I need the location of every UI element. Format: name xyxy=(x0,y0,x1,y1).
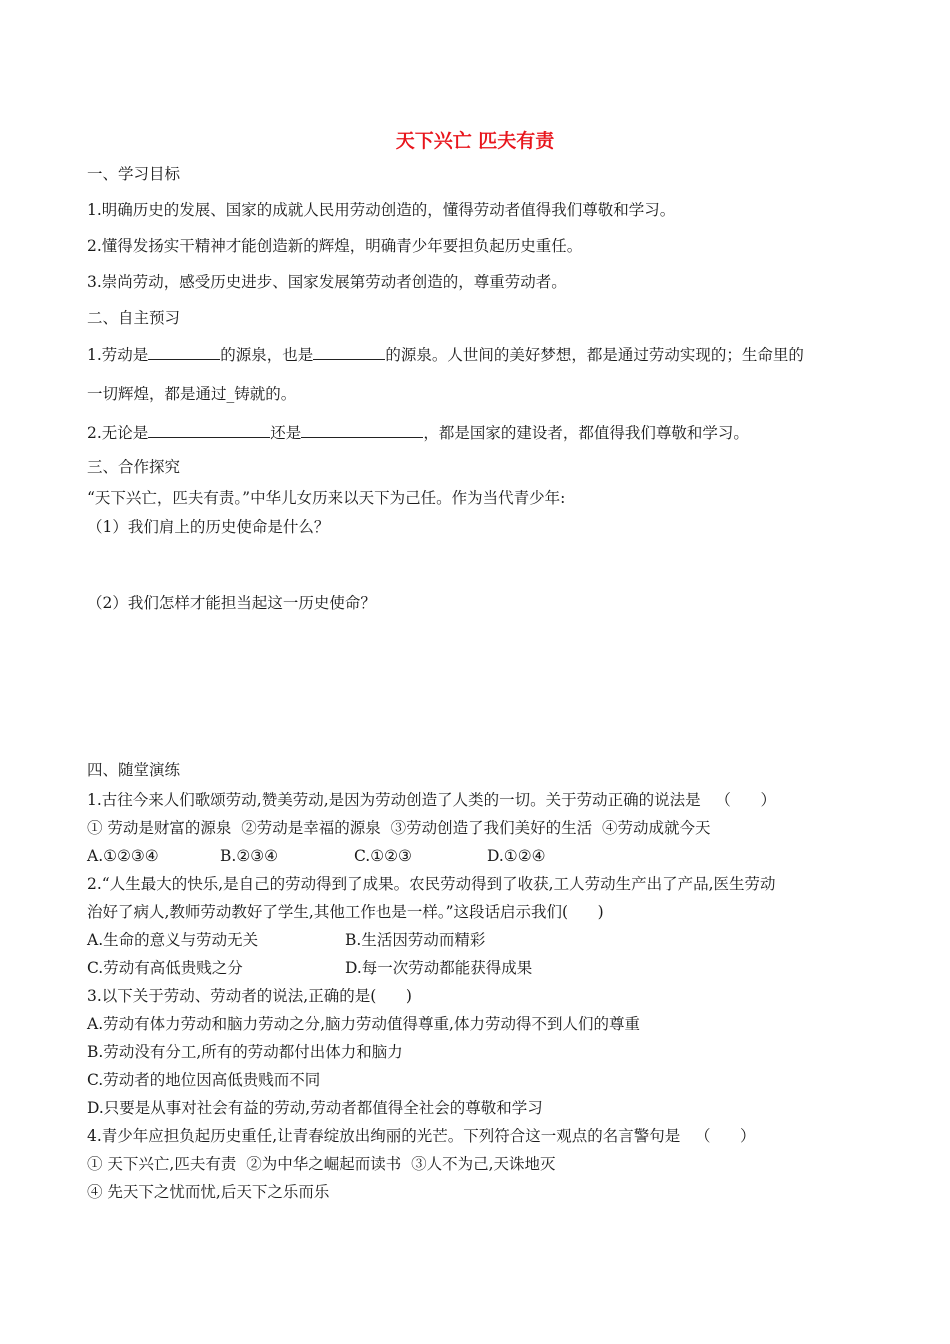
choice-c[interactable]: C.劳动者的地位因高低贵贱而不同 xyxy=(87,1071,321,1089)
choice-d[interactable]: D.每一次劳动都能获得成果 xyxy=(345,959,533,977)
choice-a[interactable]: A.①②③④ xyxy=(87,847,159,865)
practice-question-2-choices-row-2 xyxy=(87,958,532,978)
fill-blank[interactable] xyxy=(313,343,385,360)
section-heading-practice: 四、随堂演练 xyxy=(87,761,181,779)
text: 2.无论是 xyxy=(87,424,149,442)
explore-question-1: （1）我们肩上的历史使命是什么？ xyxy=(87,518,330,536)
text: 1.劳动是 xyxy=(87,346,149,364)
section-heading-explore: 三、合作探究 xyxy=(87,458,181,476)
goal-item-1: 1.明确历史的发展、国家的成就人民用劳动创造的，懂得劳动者值得我们尊敬和学习。 xyxy=(87,201,676,219)
text: 的源泉。人世间的美好梦想，都是通过劳动实现的；生命里的 xyxy=(385,346,804,364)
practice-question-2-choices-row-1 xyxy=(87,930,485,950)
practice-question-3: 3.以下关于劳动、劳动者的说法,正确的是( ) xyxy=(87,987,412,1005)
choice-a[interactable]: A.生命的意义与劳动无关 xyxy=(87,931,259,949)
choice-b[interactable]: B.生活因劳动而精彩 xyxy=(345,931,486,949)
practice-question-2-cont: 治好了病人,教师劳动教好了学生,其他工作也是一样。”这段话启示我们( ) xyxy=(87,903,604,921)
fill-blank[interactable] xyxy=(148,343,220,360)
fill-blank[interactable] xyxy=(194,421,270,438)
fill-blank[interactable] xyxy=(301,421,423,438)
practice-question-1: 1.古往今来人们歌颂劳动,赞美劳动,是因为劳动创造了人类的一切。关于劳动正确的说法是 （ ） xyxy=(87,791,776,809)
practice-question-4-options-1: ① 天下兴亡,匹夫有责 ②为中华之崛起而读书 ③人不为己,天诛地灭 xyxy=(87,1155,556,1173)
practice-question-4-options-2: ④ 先天下之忧而忧,后天下之乐而乐 xyxy=(87,1183,330,1201)
practice-question-2: 2.“人生最大的快乐,是自己的劳动得到了成果。农民劳动得到了收获,工人劳动生产出了产品,医生劳动 xyxy=(87,875,776,893)
goal-item-2: 2.懂得发扬实干精神才能创造新的辉煌，明确青少年要担负起历史重任。 xyxy=(87,237,583,255)
goal-item-3: 3.崇尚劳动，感受历史进步、国家发展第劳动者创造的，尊重劳动者。 xyxy=(87,273,567,291)
choice-b[interactable]: B.②③④ xyxy=(220,847,279,865)
explore-question-2: （2）我们怎样才能担当起这一历史使命？ xyxy=(87,594,376,612)
choice-c[interactable]: C.①②③ xyxy=(354,847,412,865)
text: 的源泉，也是 xyxy=(220,346,314,364)
text: ，都是国家的建设者，都值得我们尊敬和学习。 xyxy=(423,424,749,442)
choice-d[interactable]: D.①②④ xyxy=(487,847,546,865)
practice-question-1-choices xyxy=(87,846,546,866)
choice-c[interactable]: C.劳动有高低贵贱之分 xyxy=(87,959,243,977)
practice-question-4: 4.青少年应担负起历史重任,让青春绽放出绚丽的光芒。下列符合这一观点的名言警句是 （ ） xyxy=(87,1127,756,1145)
choice-d[interactable]: D.只要是从事对社会有益的劳动,劳动者都值得全社会的尊敬和学习 xyxy=(87,1099,543,1117)
section-heading-preview: 二、自主预习 xyxy=(87,309,181,327)
preview-question-2 xyxy=(87,421,749,443)
section-heading-goals: 一、学习目标 xyxy=(87,165,181,183)
choice-b[interactable]: B.劳动没有分工,所有的劳动都付出体力和脑力 xyxy=(87,1043,403,1061)
choice-a[interactable]: A.劳动有体力劳动和脑力劳动之分,脑力劳动值得尊重,体力劳动得不到人们的尊重 xyxy=(87,1015,640,1033)
practice-question-1-options: ① 劳动是财富的源泉 ②劳动是幸福的源泉 ③劳动创造了我们美好的生活 ④劳动成就今天 xyxy=(87,819,711,837)
fill-blank[interactable] xyxy=(148,421,194,438)
preview-question-1 xyxy=(87,343,804,365)
text: 还是 xyxy=(270,424,302,442)
preview-question-1-cont: 一切辉煌，都是通过_铸就的。 xyxy=(87,385,297,403)
explore-intro: “天下兴亡，匹夫有责。”中华儿女历来以天下为己任。作为当代青少年: xyxy=(87,489,566,507)
page-title: 天下兴亡 匹夫有责 xyxy=(395,130,555,152)
